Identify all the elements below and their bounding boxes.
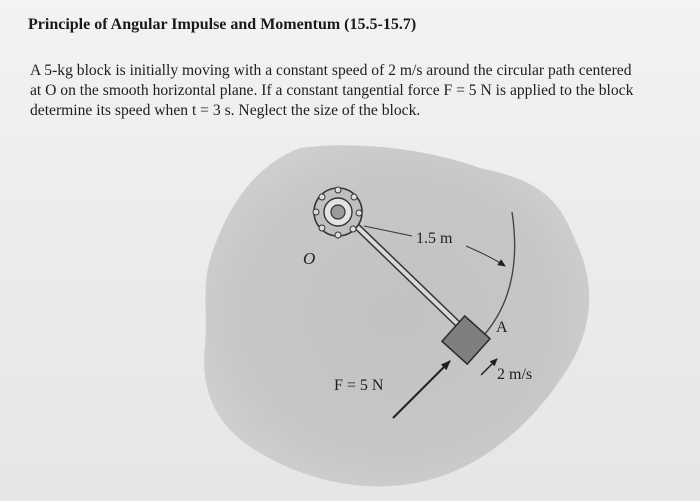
horizontal-plane-shade xyxy=(204,145,589,486)
label-pivot-o: O xyxy=(303,249,316,268)
label-radius: 1.5 m xyxy=(416,230,453,247)
problem-line-1: A 5-kg block is initially moving with a constant speed of 2 m/s around the circular path centered xyxy=(30,62,632,79)
page-title: Principle of Angular Impulse and Momentum (15.5-15.7) xyxy=(28,16,417,33)
label-point-a: A xyxy=(496,319,508,336)
problem-line-2: at O on the smooth horizontal plane. If a constant tangential force F = 5 N is applied to the block xyxy=(30,82,634,99)
problem-line-3: determine its speed when t = 3 s. Neglect the size of the block. xyxy=(30,102,421,119)
label-force: F = 5 N xyxy=(334,377,384,394)
label-speed: 2 m/s xyxy=(497,366,533,383)
pivot-bearing xyxy=(313,187,362,238)
